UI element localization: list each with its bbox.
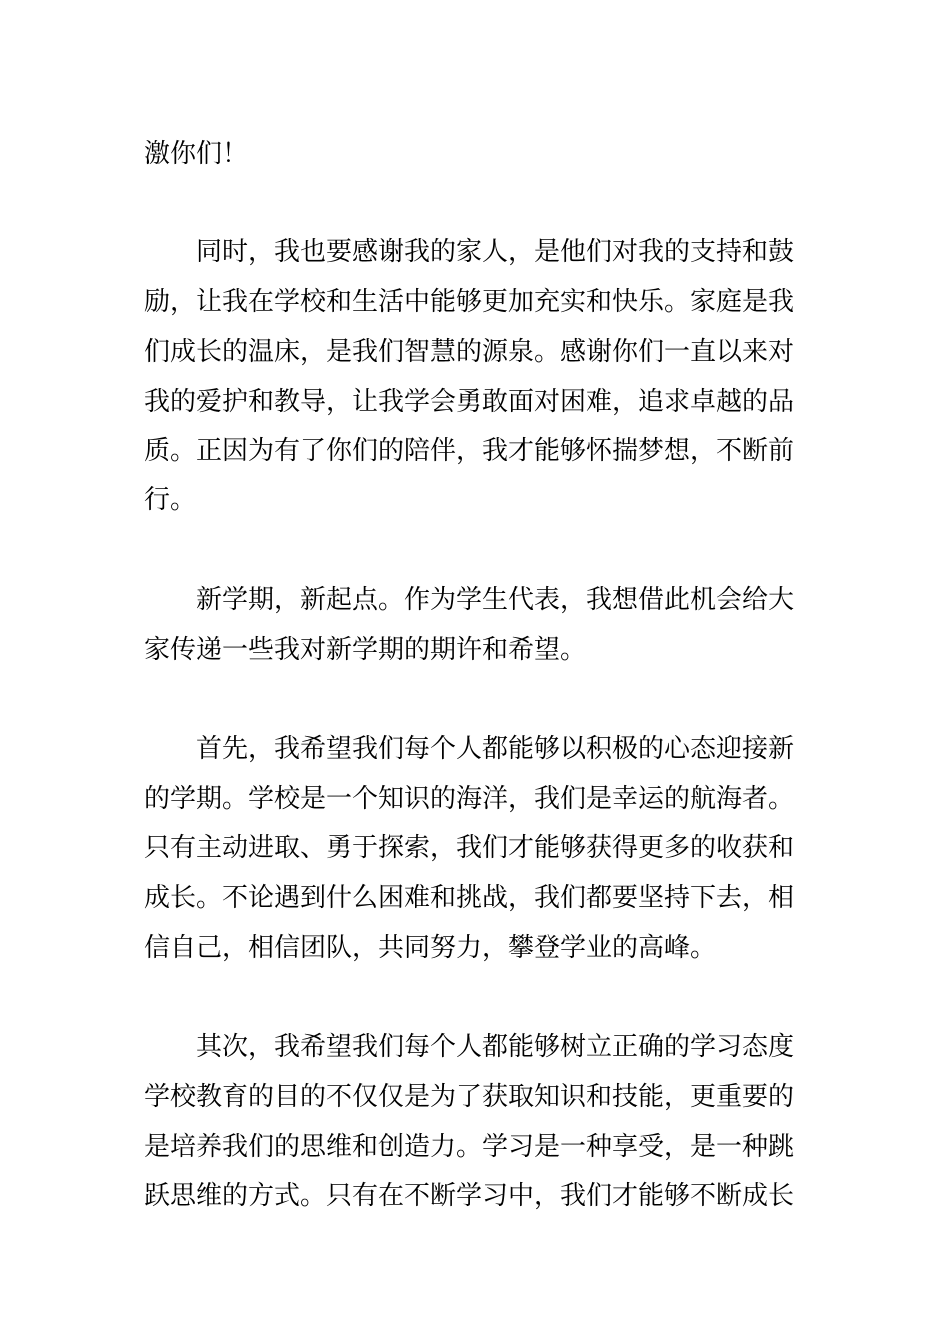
paragraph-2-line-1: 新学期，新起点。作为学生代表，我想借此机会给大 — [196, 585, 795, 615]
paragraph-4-line-2: 学校教育的目的不仅仅是为了获取知识和技能，更重要的 — [144, 1082, 795, 1112]
paragraph-1-line-2: 励，让我在学校和生活中能够更加充实和快乐。家庭是我 — [144, 287, 795, 317]
paragraph-3-line-1: 首先，我希望我们每个人都能够以积极的心态迎接新 — [196, 734, 795, 764]
text-line-continuation: 激你们！ — [144, 139, 249, 169]
paragraph-1-line-3: 们成长的温床，是我们智慧的源泉。感谢你们一直以来对 — [144, 337, 795, 367]
paragraph-1-line-1: 同时，我也要感谢我的家人，是他们对我的支持和鼓 — [196, 237, 795, 267]
paragraph-4-line-3: 是培养我们的思维和创造力。学习是一种享受，是一种跳 — [144, 1132, 795, 1162]
paragraph-3-line-4: 成长。不论遇到什么困难和挑战，我们都要坚持下去，相 — [144, 883, 795, 913]
paragraph-1-line-6: 行。 — [144, 485, 197, 515]
paragraph-1-line-4: 我的爱护和教导，让我学会勇敢面对困难，追求卓越的品 — [144, 387, 795, 417]
paragraph-4-line-1: 其次，我希望我们每个人都能够树立正确的学习态度 — [196, 1032, 795, 1062]
paragraph-1-line-5: 质。正因为有了你们的陪伴，我才能够怀揣梦想，不断前 — [144, 436, 795, 466]
paragraph-3-line-5: 信自己，相信团队，共同努力，攀登学业的高峰。 — [144, 933, 717, 963]
paragraph-3-line-3: 只有主动进取、勇于探索，我们才能够获得更多的收获和 — [144, 833, 795, 863]
paragraph-3-line-2: 的学期。学校是一个知识的海洋，我们是幸运的航海者。 — [144, 784, 795, 814]
paragraph-2-line-2: 家传递一些我对新学期的期许和希望。 — [144, 635, 587, 665]
paragraph-4-line-4: 跃思维的方式。只有在不断学习中，我们才能够不断成长 — [144, 1181, 795, 1211]
